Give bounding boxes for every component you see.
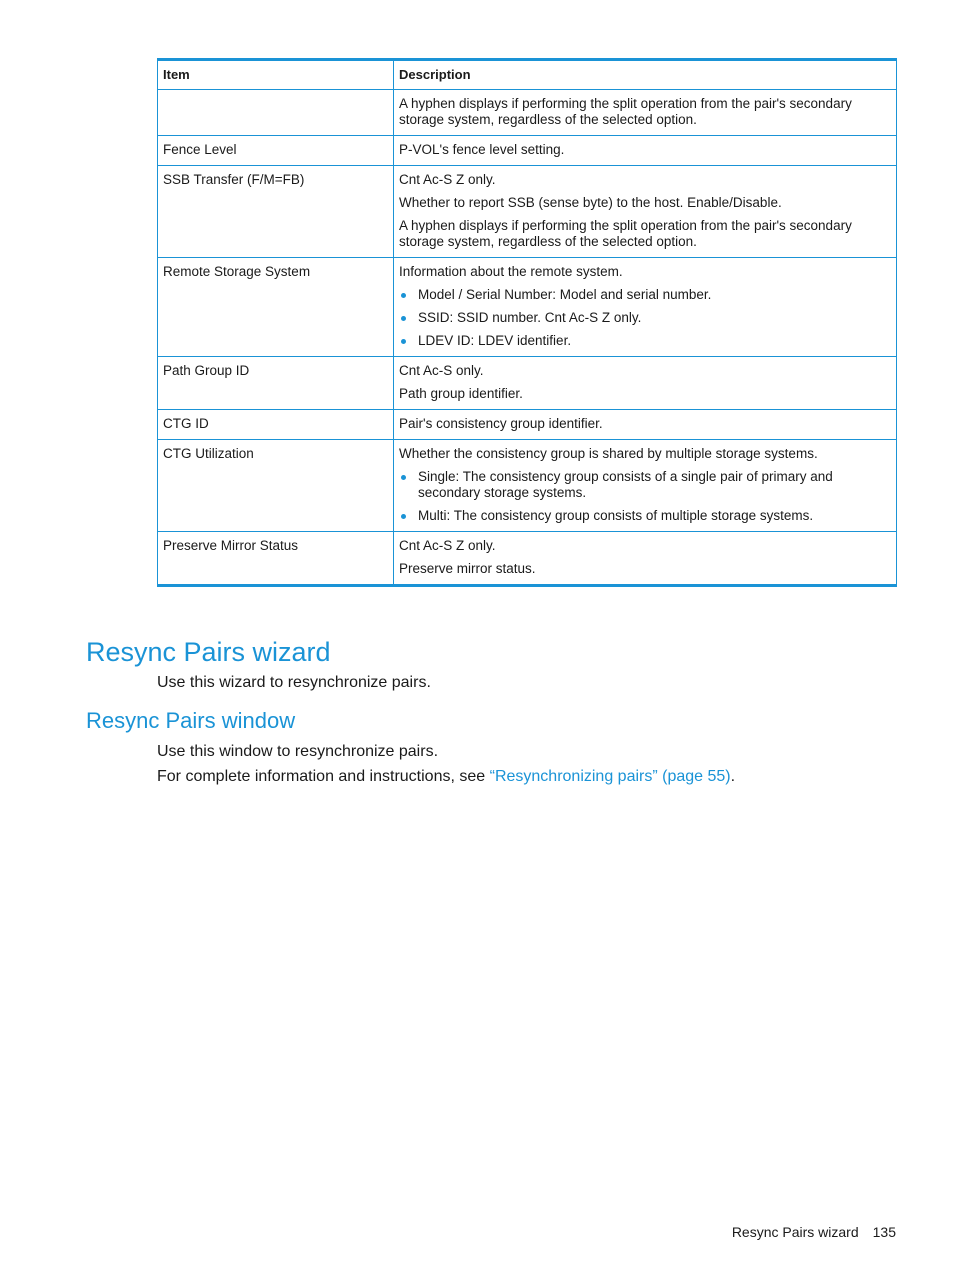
item-description-table	[157, 58, 897, 587]
resynchronizing-pairs-link[interactable]: “Resynchronizing pairs” (page 55)	[489, 768, 731, 785]
description-text: Whether the consistency group is shared by multiple storage systems.	[399, 446, 818, 461]
description-text: A hyphen displays if performing the split operation from the pair's secondary storage system, regardless of the selected option.	[399, 96, 852, 127]
item-cell: Path Group ID	[158, 357, 394, 410]
description-cell	[394, 532, 897, 585]
description-cell	[394, 440, 897, 532]
table-row	[158, 440, 897, 532]
page-number: 135	[872, 1224, 896, 1240]
subsection-intro: Use this window to resynchronize pairs.	[157, 743, 439, 760]
description-text: Pair's consistency group identifier.	[399, 416, 603, 431]
description-text: Cnt Ac-S only.	[399, 363, 484, 378]
bullet-item: LDEV ID: LDEV identifier.	[399, 333, 891, 349]
see-also-paragraph	[157, 767, 735, 787]
description-cell	[394, 258, 897, 357]
description-cell	[394, 90, 897, 136]
description-text: A hyphen displays if performing the split operation from the pair's secondary storage system, regardless of the selected option.	[399, 218, 852, 249]
table-row	[158, 410, 897, 440]
section-title: Resync Pairs wizard	[86, 637, 331, 667]
table-row	[158, 166, 897, 258]
item-cell: CTG ID	[158, 410, 394, 440]
item-cell: Remote Storage System	[158, 258, 394, 357]
bullet-list	[399, 287, 891, 349]
table-row	[158, 532, 897, 585]
header-description: Description	[394, 61, 897, 90]
bullet-item: Model / Serial Number: Model and serial number.	[399, 287, 891, 303]
table-row	[158, 90, 897, 136]
description-text: Cnt Ac-S Z only.	[399, 172, 496, 187]
bullet-item: Multi: The consistency group consists of multiple storage systems.	[399, 508, 891, 524]
section-intro: Use this wizard to resynchronize pairs.	[157, 674, 431, 691]
table-row	[158, 258, 897, 357]
description-cell	[394, 410, 897, 440]
see-also-prefix: For complete information and instructions, see	[157, 768, 490, 785]
subsection-title: Resync Pairs window	[86, 708, 296, 733]
table-row	[158, 136, 897, 166]
description-text: Cnt Ac-S Z only.	[399, 538, 496, 553]
description-text: Path group identifier.	[399, 386, 523, 401]
description-text: Information about the remote system.	[399, 264, 623, 279]
bullet-list	[399, 469, 891, 524]
description-cell	[394, 357, 897, 410]
description-text: Preserve mirror status.	[399, 561, 536, 576]
item-cell: SSB Transfer (F/M=FB)	[158, 166, 394, 258]
header-item: Item	[158, 61, 394, 90]
bullet-item: Single: The consistency group consists of a single pair of primary and secondary storage systems.	[399, 469, 891, 501]
description-text: Whether to report SSB (sense byte) to the host. Enable/Disable.	[399, 195, 782, 210]
table-row	[158, 357, 897, 410]
table-header-row	[158, 61, 897, 90]
item-cell	[158, 90, 394, 136]
item-cell: CTG Utilization	[158, 440, 394, 532]
item-cell: Fence Level	[158, 136, 394, 166]
see-also-suffix: .	[730, 768, 736, 785]
table	[157, 61, 897, 584]
description-cell	[394, 166, 897, 258]
footer-running-title: Resync Pairs wizard	[731, 1224, 859, 1240]
description-text: P-VOL's fence level setting.	[399, 142, 565, 157]
page-footer	[732, 1222, 896, 1242]
item-cell: Preserve Mirror Status	[158, 532, 394, 585]
bullet-item: SSID: SSID number. Cnt Ac-S Z only.	[399, 310, 891, 326]
table-body	[158, 90, 897, 585]
description-cell	[394, 136, 897, 166]
